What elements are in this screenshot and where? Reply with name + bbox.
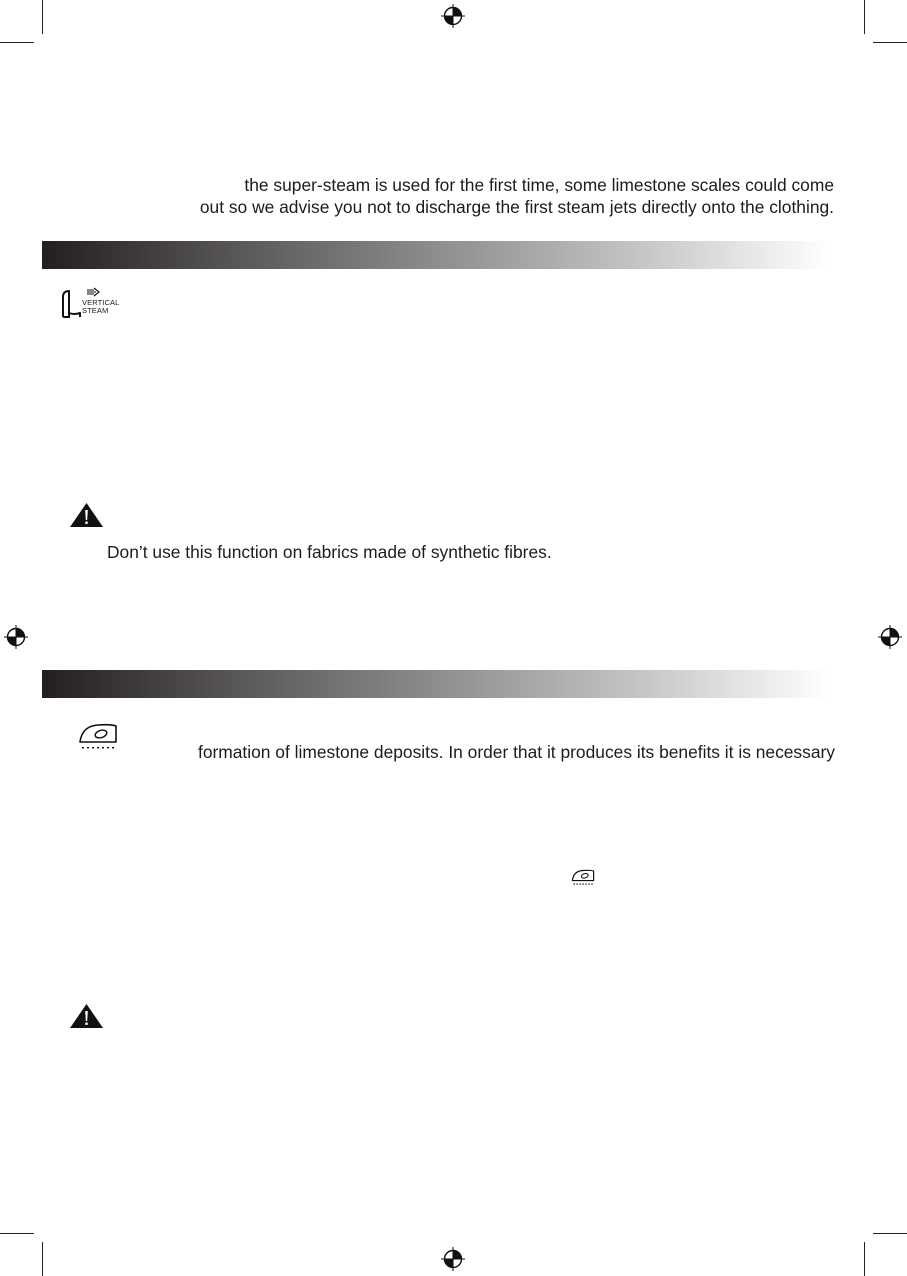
crop-mark — [42, 0, 43, 34]
steam-paragraph-line-1: the super-steam is used for the first time, some limestone scales could come — [244, 175, 834, 195]
registration-mark-icon — [878, 625, 902, 649]
steam-arrow-icon — [86, 287, 100, 297]
warning-triangle-icon — [69, 502, 104, 528]
crop-mark — [864, 0, 865, 34]
vertical-steam-label-line-2: STEAM — [82, 306, 109, 315]
vertical-steam-icon-group — [60, 287, 140, 319]
vertical-steam-label — [82, 299, 119, 315]
crop-mark — [873, 42, 907, 43]
crop-mark — [864, 1242, 865, 1276]
registration-mark-icon — [4, 625, 28, 649]
steam-paragraph-line-2: out so we advise you not to discharge the first steam jets directly onto the clothing. — [199, 197, 834, 217]
crop-mark — [0, 42, 34, 43]
crop-mark — [873, 1233, 907, 1234]
warning-triangle-icon — [69, 1003, 104, 1029]
vertical-steam-label-line-1: VERTICAL — [82, 298, 120, 307]
registration-mark-icon — [441, 4, 465, 28]
section-header-band — [42, 241, 830, 269]
warning-1-text: Don’t use this function on fabrics made of synthetic fibres. — [107, 542, 552, 562]
crop-mark — [0, 1233, 34, 1234]
registration-mark-icon — [441, 1247, 465, 1271]
steam-paragraph — [100, 174, 834, 218]
section-header-band — [42, 670, 830, 698]
anti-calc-iron-icon — [570, 868, 596, 886]
anti-calc-iron-icon — [76, 722, 120, 750]
anti-calc-paragraph-line-1: formation of limestone deposits. In order that it produces its benefits it is necessary — [197, 742, 835, 762]
crop-mark — [42, 1242, 43, 1276]
vertical-steam-icon — [60, 289, 84, 319]
